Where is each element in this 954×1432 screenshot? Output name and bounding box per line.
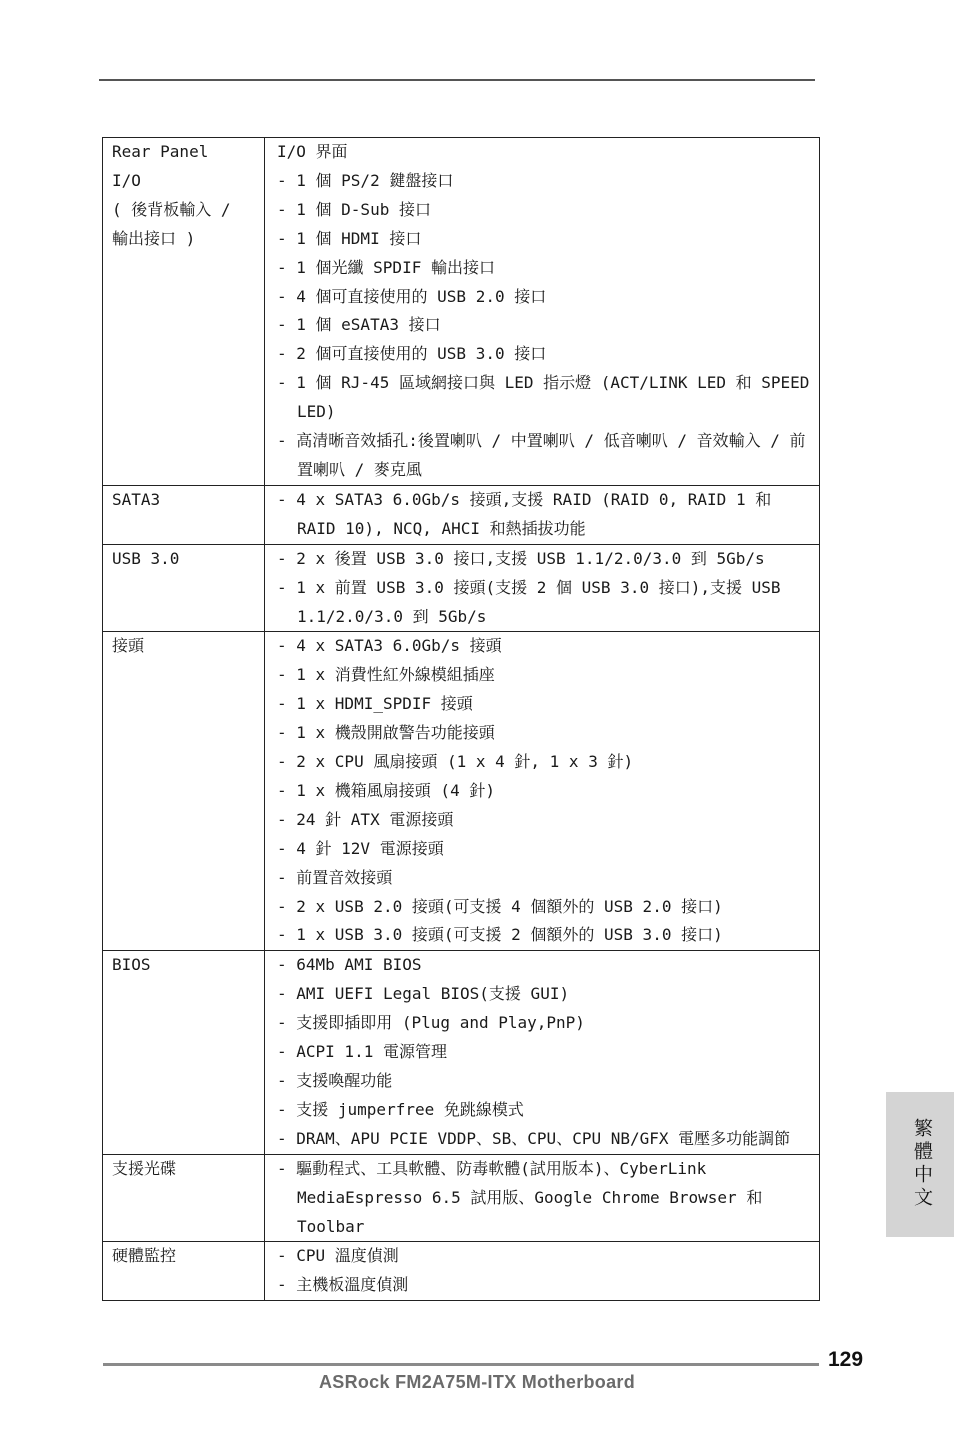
spec-item: - 1 個 eSATA3 接口 [277,315,441,335]
spec-item: - 1 個 PS/2 鍵盤接口 [277,170,454,190]
footer-rule [103,1363,819,1366]
spec-item: - CPU 溫度偵測 [277,1246,399,1266]
spec-item: - 1 個 HDMI 接口 [277,228,422,248]
spec-item: - 2 x 後置 USB 3.0 接口,支援 USB 1.1/2.0/3.0 到 5Gb/s [277,548,765,568]
spec-item: - 高清晰音效插孔:後置喇叭 / 中置喇叭 / 低音喇叭 / 音效輸入 / 前置喇叭 / 麥克風 [277,431,806,479]
spec-item: - 4 針 12V 電源接頭 [277,838,444,858]
footer-title: ASRock FM2A75M-ITX Motherboard [318,1372,636,1392]
spec-content [265,951,820,1154]
spec-row [103,1242,820,1301]
spec-row [103,138,820,486]
spec-item: - 1 x HDMI_SPDIF 接頭 [277,694,473,714]
spec-item: - 4 個可直接使用的 USB 2.0 接口 [277,286,547,306]
spec-content [265,138,820,486]
spec-item: - ACPI 1.1 電源管理 [277,1042,447,1062]
spec-item: - 支援喚醒功能 [277,1071,393,1090]
spec-label: SATA3 [103,485,265,544]
spec-row [103,632,820,951]
spec-item: - 1 x 機殼開啟警告功能接頭 [277,723,495,743]
spec-item: - 2 個可直接使用的 USB 3.0 接口 [277,344,547,364]
spec-item: - 支援 jumperfree 免跳線模式 [277,1099,524,1119]
spec-item: - 1 個 RJ-45 區域網接口與 LED 指示燈 (ACT/LINK LED 和 SPEED LED) [277,373,810,422]
spec-row [103,485,820,544]
language-tab [886,1092,954,1237]
spec-item: - AMI UEFI Legal BIOS(支援 GUI) [277,984,570,1004]
page-number: 129 [828,1348,864,1371]
spec-content [265,1242,820,1301]
spec-item: - 64Mb AMI BIOS [277,955,422,975]
language-tab-label: 繁體中文 [911,1118,933,1210]
spec-content [265,1154,820,1242]
spec-label: USB 3.0 [103,544,265,632]
spec-content [265,632,820,951]
spec-item: I/O 界面 [277,142,348,161]
spec-item: - 1 x 機箱風扇接頭 (4 針) [277,780,495,800]
spec-label: 支援光碟 [103,1154,265,1242]
spec-item: - 前置音效接頭 [277,867,393,887]
spec-item: - 1 x 前置 USB 3.0 接頭(支援 2 個 USB 3.0 接口),支援 USB 1.1/2.0/3.0 到 5Gb/s [277,577,781,626]
spec-item: - 2 x CPU 風扇接頭 (1 x 4 針, 1 x 3 針) [277,752,634,772]
header-rule [99,79,815,81]
spec-item: - 1 x 消費性紅外線模組插座 [277,665,495,685]
spec-row [103,951,820,1154]
spec-item: - 主機板溫度偵測 [277,1275,409,1295]
spec-content [265,485,820,544]
spec-item: - 支援即插即用 (Plug and Play,PnP) [277,1013,585,1033]
spec-row [103,1154,820,1242]
spec-row [103,544,820,632]
spec-label: 硬體監控 [103,1242,265,1301]
spec-item: - DRAM、APU PCIE VDDP、SB、CPU、CPU NB/GFX 電壓多功能調節 [277,1128,791,1148]
spec-item: - 1 個 D-Sub 接口 [277,199,431,219]
spec-item: - 驅動程式、工具軟體、防毒軟體(試用版本)、CyberLink MediaEspresso 6.5 試用版、Google Chrome Browser 和 Toolbar [277,1158,763,1236]
spec-item: - 2 x USB 2.0 接頭(可支援 4 個額外的 USB 2.0 接口) [277,896,723,916]
spec-label: 接頭 [103,632,265,951]
spec-item: - 1 個光纖 SPDIF 輸出接口 [277,257,495,277]
spec-table [102,137,820,1301]
spec-item: - 4 x SATA3 6.0Gb/s 接頭 [277,636,502,656]
spec-item: - 4 x SATA3 6.0Gb/s 接頭,支援 RAID (RAID 0, RAID 1 和 RAID 10), NCQ, AHCI 和熱插拔功能 [277,489,772,538]
spec-item: - 24 針 ATX 電源接頭 [277,809,454,829]
spec-item: - 1 x USB 3.0 接頭(可支援 2 個額外的 USB 3.0 接口) [277,925,723,945]
spec-content [265,544,820,632]
spec-label: BIOS [103,951,265,1154]
spec-label: Rear Panel I/O ( 後背板輸入 / 輸出接口 ) [103,138,265,486]
